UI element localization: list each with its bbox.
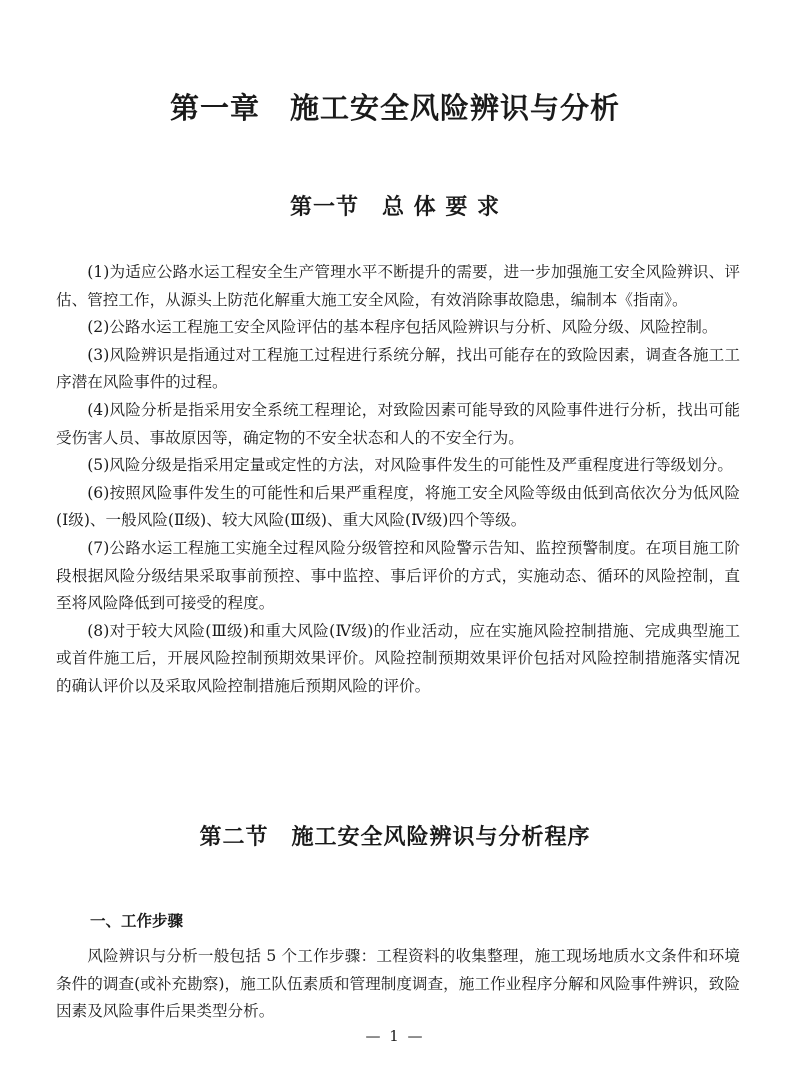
paragraph-4: (4)风险分析是指采用安全系统工程理论，对致险因素可能导致的风险事件进行分析，找出可能受伤害人员、事故原因等，确定物的不安全状态和人的不安全行为。 <box>56 400 740 447</box>
paragraph-6: (6)按照风险事件发生的可能性和后果严重程度，将施工安全风险等级由低到高依次分为低风险(Ⅰ级)、一般风险(Ⅱ级)、较大风险(Ⅲ级)、重大风险(Ⅳ级)四个等级。 <box>56 483 740 530</box>
section-2-body <box>56 943 740 1026</box>
paragraph-1: (1)为适应公路水运工程安全生产管理水平不断提升的需要，进一步加强施工安全风险辨识、评估、管控工作，从源头上防范化解重大施工安全风险，有效消除事故隐患，编制本《指南》。 <box>56 263 740 309</box>
section-1-body <box>56 259 740 701</box>
paragraph-5: (5)风险分级是指采用定量或定性的方法，对风险事件发生的可能性及严重程度进行等级划分。 <box>87 456 734 475</box>
section-2-title: 第二节 施工安全风险辨识与分析程序 <box>199 825 591 850</box>
subheading-work-steps: 一、工作步骤 <box>90 912 184 930</box>
paragraph-8: (8)对于较大风险(Ⅲ级)和重大风险(Ⅳ级)的作业活动，应在实施风险控制措施、完成典型施工或首件施工后，开展风险控制预期效果评价。风险控制预期效果评价包括对风险控制措施落实情况的确认评价以及采取风险控制措施后预期风险的评价。 <box>56 621 740 695</box>
paragraph-work-steps: 风险辨识与分析一般包括 5 个工作步骤：工程资料的收集整理，施工现场地质水文条件和环境条件的调查(或补充勘察)，施工队伍素质和管理制度调查，施工作业程序分解和风险事件辨识，致险因素及风险事件后果类型分析。 <box>56 947 740 1021</box>
paragraph-3: (3)风险辨识是指通过对工程施工过程进行系统分解，找出可能存在的致险因素，调查各施工工序潜在风险事件的过程。 <box>56 345 740 392</box>
section-1-title: 第一节 总 体 要 求 <box>290 195 500 220</box>
chapter-title: 第一章 施工安全风险辨识与分析 <box>169 91 620 125</box>
paragraph-2: (2)公路水运工程施工安全风险评估的基本程序包括风险辨识与分析、风险分级、风险控制。 <box>87 318 718 337</box>
paragraph-7: (7)公路水运工程施工实施全过程风险分级管控和风险警示告知、监控预警制度。在项目施工阶段根据风险分级结果采取事前预控、事中监控、事后评价的方式，实施动态、循环的风险控制，直至将风险降低到可接受的程度。 <box>56 538 740 613</box>
page-number: — 1 — <box>365 1027 425 1045</box>
